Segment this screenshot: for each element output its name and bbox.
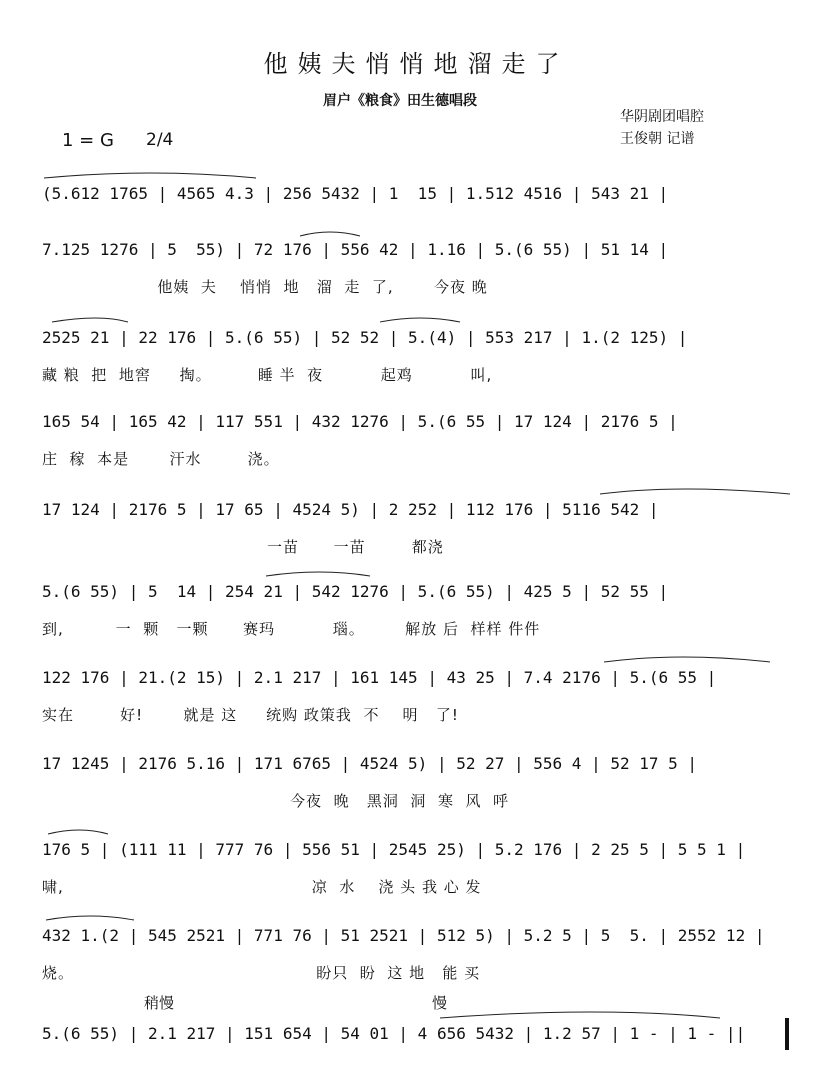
notation-line: (5.612 1765 | 4565 4.3 | 256 5432 | 1 15 | 1.512 4516 | 543 21 |	[42, 184, 669, 203]
lyric-line: 到, 一 颗 一颗 赛玛 瑙。 解放 后 样样 件件	[42, 620, 541, 638]
lyric-line: 烧。 盼只 盼 这 地 能 买	[42, 964, 481, 982]
lyric-line: 藏 粮 把 地窖 掏。 睡 半 夜 起鸡 叫,	[42, 366, 493, 384]
notation-line: 5.(6 55) | 2.1 217 | 151 654 | 54 01 | 4 656 5432 | 1.2 57 | 1 - | 1 - ||	[42, 1024, 746, 1043]
song-title: 他姨夫悄悄地溜走了	[263, 50, 570, 78]
tempo-mark: 稍慢	[144, 994, 175, 1012]
notation-line: 176 5 | (111 11 | 777 76 | 556 51 | 2545 25) | 5.2 176 | 2 25 5 | 5 5 1 |	[42, 840, 746, 859]
notation-line: 432 1.(2 | 545 2521 | 771 76 | 51 2521 | 512 5) | 5.2 5 | 5 5. | 2552 12 |	[42, 926, 765, 945]
slur-mark	[300, 232, 360, 236]
slur-mark	[440, 1012, 720, 1018]
slur-mark	[52, 318, 128, 322]
lyric-line: 今夜 晚 黑洞 洞 寒 风 呼	[42, 792, 510, 810]
slur-mark	[266, 572, 370, 576]
lyric-line: 庄 稼 本是 汗水 浇。	[42, 450, 280, 468]
lyric-line: 他姨 夫 悄悄 地 溜 走 了, 今夜 晚	[42, 278, 488, 296]
slur-mark	[46, 916, 134, 920]
notation-line: 165 54 | 165 42 | 117 551 | 432 1276 | 5.(6 55 | 17 124 | 2176 5 |	[42, 412, 678, 431]
slur-mark	[48, 830, 108, 834]
slur-mark	[380, 318, 460, 322]
time-signature: 2/4	[146, 130, 174, 150]
slur-mark	[604, 657, 770, 662]
song-subtitle: 眉户《粮食》田生德唱段	[323, 93, 477, 109]
notation-line: 2525 21 | 22 176 | 5.(6 55) | 52 52 | 5.(4) | 553 217 | 1.(2 125) |	[42, 328, 688, 347]
transcriber-credit: 王俊朝 记谱	[620, 131, 695, 147]
lyric-line: 一苗 一苗 都浇	[42, 538, 444, 556]
notation-line: 17 124 | 2176 5 | 17 65 | 4524 5) | 2 252 | 112 176 | 5116 542 |	[42, 500, 659, 519]
tempo-mark: 慢	[432, 994, 448, 1012]
notation-line: 5.(6 55) | 5 14 | 254 21 | 542 1276 | 5.(6 55) | 425 5 | 52 55 |	[42, 582, 669, 601]
key-signature: 1 = G	[62, 130, 114, 151]
slur-mark	[600, 489, 790, 494]
notation-line: 17 1245 | 2176 5.16 | 171 6765 | 4524 5) | 52 27 | 556 4 | 52 17 5 |	[42, 754, 698, 773]
lyric-line: 啸, 凉 水 浇 头 我 心 发	[42, 878, 482, 896]
slur-mark	[44, 173, 256, 178]
lyric-line: 实在 好! 就是 这 统购 政策我 不 明 了!	[42, 706, 459, 724]
notation-line: 122 176 | 21.(2 15) | 2.1 217 | 161 145 | 43 25 | 7.4 2176 | 5.(6 55 |	[42, 668, 717, 687]
troupe-credit: 华阴剧团唱腔	[620, 109, 704, 125]
notation-line: 7.125 1276 | 5 55) | 72 176 | 556 42 | 1.16 | 5.(6 55) | 51 14 |	[42, 240, 669, 259]
